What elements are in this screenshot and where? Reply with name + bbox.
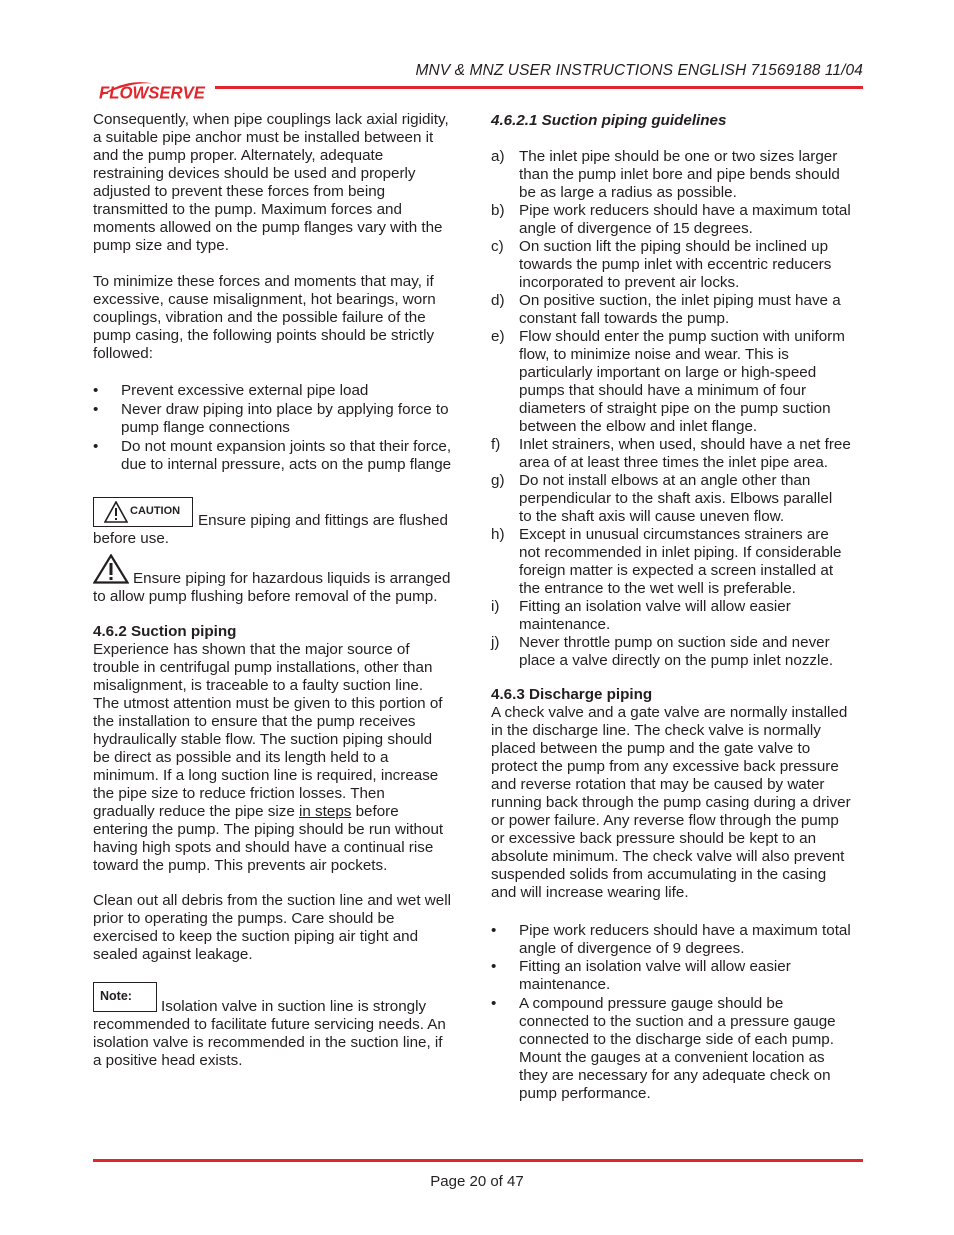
note-text-line: Isolation valve in suction line is strongly bbox=[161, 998, 427, 1015]
caution-box bbox=[93, 497, 193, 527]
bullet-text-line: A compound pressure gauge should be bbox=[519, 995, 784, 1012]
forces-text-line: couplings, vibration and the possible failure of the bbox=[93, 309, 426, 326]
bullet-text-line: connected to the suction and a pressure gauge bbox=[519, 1013, 836, 1030]
suction-text-line: gradually reduce the pipe size in steps before bbox=[93, 803, 399, 820]
guideline-text-line: pumps that should have a minimum of four bbox=[519, 382, 807, 399]
intro-text-line: Consequently, when pipe couplings lack axial rigidity, bbox=[93, 111, 449, 128]
suction-guidelines-heading: 4.6.2.1 Suction piping guidelines bbox=[491, 112, 727, 129]
guideline-text-line: Inlet strainers, when used, should have a net free bbox=[519, 436, 851, 453]
suction-text-line: having high spots and should have a continual rise bbox=[93, 839, 434, 856]
guideline-text-line: the entrance to the wet well is preferable. bbox=[519, 580, 796, 597]
guideline-letter: j) bbox=[491, 634, 500, 651]
suction-text-line: trouble in centrifugal pump installations, other than bbox=[93, 659, 433, 676]
bullet-text-line: Never draw piping into place by applying force to bbox=[121, 401, 449, 418]
intro-text-line: transmitted to the pump. Maximum forces and bbox=[93, 201, 402, 218]
bullet-text-line: Pipe work reducers should have a maximum total bbox=[519, 922, 851, 939]
bullet-text-line: pump performance. bbox=[519, 1085, 651, 1102]
caution-label: CAUTION bbox=[130, 505, 181, 517]
note-box bbox=[93, 982, 157, 1012]
warning-triangle-icon bbox=[93, 554, 129, 584]
discharge-text-line: absolute minimum. The check valve will also prevent bbox=[491, 848, 845, 865]
footer-rule bbox=[93, 1159, 863, 1162]
guideline-text-line: perpendicular to the shaft axis. Elbows parallel bbox=[519, 490, 833, 507]
guideline-text-line: towards the pump inlet with eccentric reducers bbox=[519, 256, 832, 273]
bullet-text-line: Do not mount expansion joints so that their force, bbox=[121, 438, 452, 455]
guideline-text-line: On suction lift the piping should be inclined up bbox=[519, 238, 829, 255]
guideline-letter: b) bbox=[491, 202, 505, 219]
bullet-marker: • bbox=[491, 922, 497, 939]
guideline-text-line: Flow should enter the pump suction with uniform bbox=[519, 328, 845, 345]
intro-text-line: moments allowed on the pump flanges vary with the bbox=[93, 219, 443, 236]
intro-text-line: and the pump proper. Alternately, adequate bbox=[93, 147, 384, 164]
discharge-text-line: placed between the pump and the gate valve to bbox=[491, 740, 811, 757]
guideline-text-line: maintenance. bbox=[519, 616, 611, 633]
discharge-text-line: protect the pump from any excessive back pressure bbox=[491, 758, 839, 775]
guideline-text-line: On positive suction, the inlet piping must have a bbox=[519, 292, 841, 309]
guideline-letter: c) bbox=[491, 238, 504, 255]
bullet-marker: • bbox=[93, 438, 99, 455]
guideline-text-line: particularly important on large or high-speed bbox=[519, 364, 817, 381]
intro-text-line: restraining devices should be used and properly bbox=[93, 165, 416, 182]
document-header-title: MNV & MNZ USER INSTRUCTIONS ENGLISH 71569188 11/04 bbox=[415, 62, 863, 79]
note-label: Note: bbox=[100, 989, 132, 1003]
forces-text-line: To minimize these forces and moments that may, if bbox=[93, 273, 434, 290]
guideline-letter: f) bbox=[491, 436, 501, 453]
clean-text-line: prior to operating the pumps. Care should be bbox=[93, 910, 395, 927]
bullet-marker: • bbox=[93, 401, 99, 418]
suction-text-line: hydraulically stable flow. The suction piping should bbox=[93, 731, 433, 748]
discharge-text-line: and will increase wearing life. bbox=[491, 884, 689, 901]
discharge-text-line: A check valve and a gate valve are normally installed bbox=[491, 704, 848, 721]
discharge-text-line: suspended solids from accumulating in the casing bbox=[491, 866, 827, 883]
page-number: Page 20 of 47 bbox=[430, 1173, 524, 1190]
forces-text-line: pump casing, the following points should be strictly bbox=[93, 327, 435, 344]
discharge-text-line: or power failure. Any reverse flow through the pump bbox=[491, 812, 839, 829]
warning-triangle-icon bbox=[104, 501, 128, 523]
caution-text-line: Ensure piping and fittings are flushed bbox=[198, 512, 448, 529]
suction-text-line: Experience has shown that the major source of bbox=[93, 641, 410, 658]
discharge-text-line: or excessive back pressure should be kept to an bbox=[491, 830, 817, 847]
bullet-text-line: connected to the discharge side of each pump. bbox=[519, 1031, 834, 1048]
note-text-line: a positive head exists. bbox=[93, 1052, 243, 1069]
forces-text-line: followed: bbox=[93, 345, 153, 362]
guideline-text-line: between the elbow and inlet flange. bbox=[519, 418, 758, 435]
guideline-text-line: Except in unusual circumstances strainers are bbox=[519, 526, 829, 543]
bullet-text-line: due to internal pressure, acts on the pump flange bbox=[121, 456, 452, 473]
guideline-text-line: be as large a radius as possible. bbox=[519, 184, 737, 201]
guideline-letter: d) bbox=[491, 292, 505, 309]
warning-text-line: Ensure piping for hazardous liquids is arranged bbox=[133, 570, 451, 587]
bullet-text-line: Mount the gauges at a convenient location as bbox=[519, 1049, 825, 1066]
suction-text-line: be direct as possible and its length held to a bbox=[93, 749, 389, 766]
suction-text-line: the installation to ensure that the pump receives bbox=[93, 713, 416, 730]
suction-text-line: misalignment, is traceable to a faulty suction line. bbox=[93, 677, 424, 694]
suction-text-line: The utmost attention must be given to this portion of bbox=[93, 695, 443, 712]
suction-piping-heading: 4.6.2 Suction piping bbox=[93, 623, 237, 640]
guideline-text-line: constant fall towards the pump. bbox=[519, 310, 730, 327]
bullet-text-line: they are necessary for any adequate check on bbox=[519, 1067, 831, 1084]
guideline-text-line: foreign matter is expected a screen installed at bbox=[519, 562, 834, 579]
guideline-text-line: Fitting an isolation valve will allow easier bbox=[519, 598, 791, 615]
bullet-text-line: pump flange connections bbox=[121, 419, 290, 436]
guideline-text-line: flow, to minimize noise and wear. This is bbox=[519, 346, 789, 363]
guideline-text-line: Pipe work reducers should have a maximum total bbox=[519, 202, 851, 219]
guideline-text-line: angle of divergence of 15 degrees. bbox=[519, 220, 753, 237]
header-rule bbox=[215, 86, 863, 89]
clean-text-line: Clean out all debris from the suction line and wet well bbox=[93, 892, 451, 909]
bullet-text-line: Prevent excessive external pipe load bbox=[121, 382, 369, 399]
guideline-text-line: than the pump inlet bore and pipe bends should bbox=[519, 166, 840, 183]
guideline-text-line: to the shaft axis will cause uneven flow. bbox=[519, 508, 785, 525]
bullet-text-line: angle of divergence of 9 degrees. bbox=[519, 940, 745, 957]
suction-text-line: entering the pump. The piping should be run without bbox=[93, 821, 444, 838]
guideline-letter: h) bbox=[491, 526, 505, 543]
intro-text-line: pump size and type. bbox=[93, 237, 229, 254]
bullet-marker: • bbox=[93, 382, 99, 399]
note-text-line: recommended to facilitate future servicing needs. An bbox=[93, 1016, 446, 1033]
guideline-text-line: diameters of straight pipe on the pump suction bbox=[519, 400, 831, 417]
bullet-text-line: maintenance. bbox=[519, 976, 611, 993]
guideline-text-line: Never throttle pump on suction side and never bbox=[519, 634, 830, 651]
guideline-text-line: not recommended in inlet piping. If considerable bbox=[519, 544, 842, 561]
suction-text-line: minimum. If a long suction line is required, increase bbox=[93, 767, 439, 784]
clean-text-line: sealed against leakage. bbox=[93, 946, 253, 963]
guideline-letter: e) bbox=[491, 328, 505, 345]
guideline-text-line: Do not install elbows at an angle other than bbox=[519, 472, 811, 489]
guideline-letter: a) bbox=[491, 148, 505, 165]
logo-text: FLOWSERVE bbox=[99, 82, 207, 102]
guideline-letter: g) bbox=[491, 472, 505, 489]
discharge-text-line: and reverse rotation that may be caused by water bbox=[491, 776, 825, 793]
guideline-letter: i) bbox=[491, 598, 500, 615]
guideline-text-line: incorporated to prevent air locks. bbox=[519, 274, 740, 291]
discharge-text-line: running back through the pump casing during a driver bbox=[491, 794, 851, 811]
bullet-text-line: Fitting an isolation valve will allow easier bbox=[519, 958, 791, 975]
clean-text-line: exercised to keep the suction piping air tight and bbox=[93, 928, 419, 945]
guideline-text-line: The inlet pipe should be one or two sizes larger bbox=[519, 148, 838, 165]
caution-text-line: before use. bbox=[93, 530, 169, 547]
bullet-marker: • bbox=[491, 995, 497, 1012]
intro-text-line: a suitable pipe anchor must be installed between it bbox=[93, 129, 434, 146]
discharge-text-line: in the discharge line. The check valve is normally bbox=[491, 722, 821, 739]
suction-text-line: the pipe size to reduce friction losses. Then bbox=[93, 785, 385, 802]
guideline-text-line: area of at least three times the inlet pipe area. bbox=[519, 454, 828, 471]
note-text-line: isolation valve is recommended in the suction line, if bbox=[93, 1034, 443, 1051]
warning-text-line: to allow pump flushing before removal of the pump. bbox=[93, 588, 438, 605]
bullet-marker: • bbox=[491, 958, 497, 975]
forces-text-line: excessive, cause misalignment, hot bearings, worn bbox=[93, 291, 436, 308]
guideline-text-line: place a valve directly on the pump inlet nozzle. bbox=[519, 652, 834, 669]
discharge-piping-heading: 4.6.3 Discharge piping bbox=[491, 686, 653, 703]
intro-text-line: adjusted to prevent these forces from being bbox=[93, 183, 386, 200]
suction-text-line: toward the pump. This prevents air pockets. bbox=[93, 857, 388, 874]
